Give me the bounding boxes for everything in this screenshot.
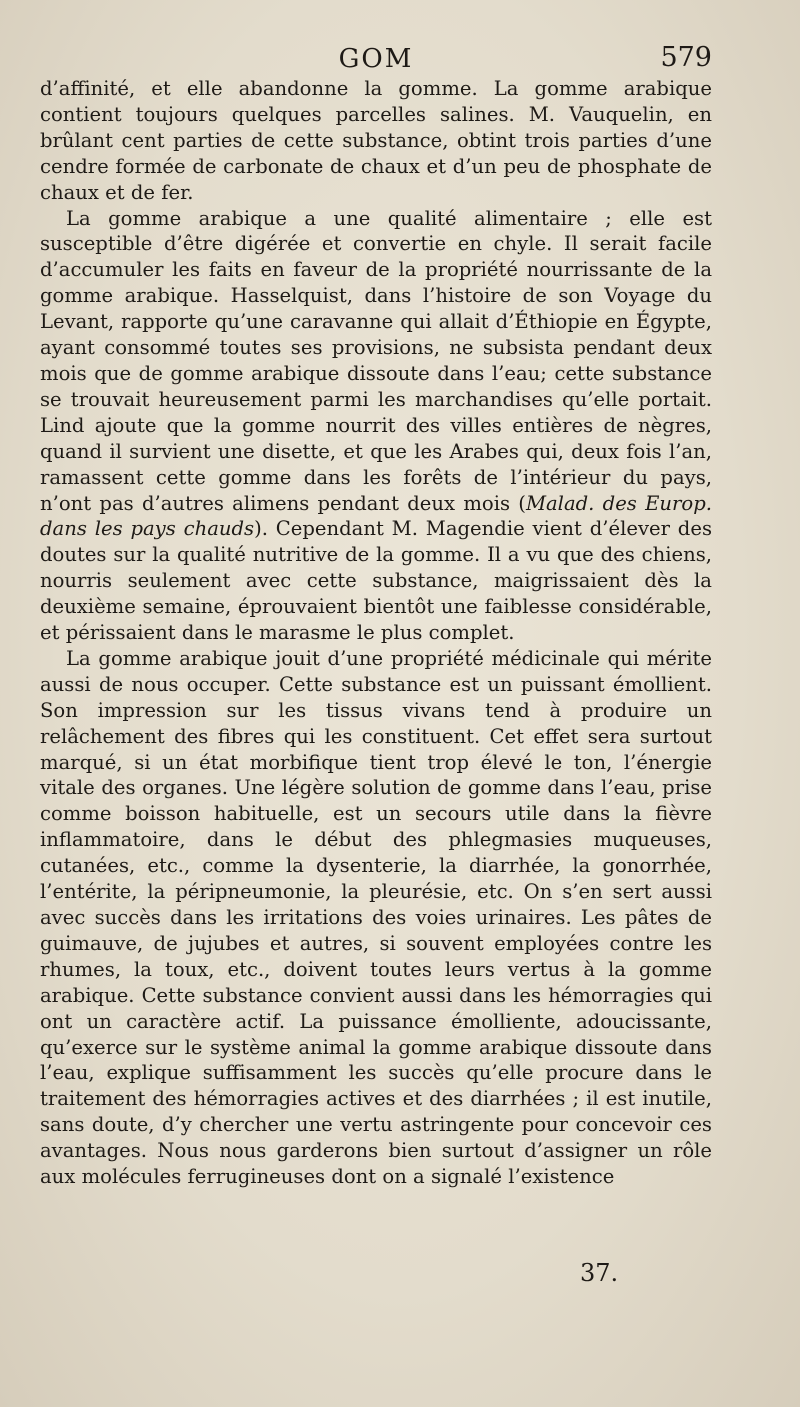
page-number: 579	[660, 42, 712, 73]
paragraph-2-text: La gomme arabique a une qualité alimentaire ; elle est susceptible d’être digérée et convertie en chyle. Il serait facile d’accumuler les faits en faveur de la propriété nourrissante de la gomme arabique. Hasselquist, dans l’histoire de son Voyage du Levant, rapporte qu’une caravanne qui allait d’Éthiopie en Égypte, ayant consommé toutes ses provisions, ne subsista pendant deux mois que de gomme arabique dissoute dans l’eau; cette substance se trouvait heureusement parmi les marchandises qu’elle portait. Lind ajoute que la gomme nourrit des villes entières de nègres, quand il survient une disette, et que les Arabes qui, deux fois l’an, ramassent cette gomme dans les forêts de l’intérieur du pays, n’ont pas d’autres alimens pendant deux mois (	[40, 206, 712, 515]
paragraph-1: d’affinité, et elle abandonne la gomme. La gomme arabique contient toujours quelques parcelles salines. M. Vauquelin, en brûlant cent parties de cette substance, obtint trois parties d’une cendre formée de carbonate de chaux et d’un peu de phosphate de chaux et de fer.	[40, 77, 712, 204]
paragraph-3: La gomme arabique jouit d’une propriété médicinale qui mérite aussi de nous occuper. Cette substance est un puissant émollient. Son impression sur les tissus vivans tend à produire un relâchement des fibres qui les constituent. Cet effet sera surtout marqué, si un état morbifique tient trop élevé le ton, l’énergie vitale des organes. Une légère solution de gomme dans l’eau, prise comme boisson habituelle, est un secours utile dans la fièvre inflammatoire, dans le début des phlegmasies muqueuses, cutanées, etc., comme la dysenterie, la diarrhée, la gonorrhée, l’entérite, la péripneumonie, la pleurésie, etc. On s’en sert aussi avec succès dans les irritations des voies urinaires. Les pâtes de guimauve, de jujubes et autres, si souvent employées contre les rhumes, la toux, etc., doivent toutes leurs vertus à la gomme arabique. Cette substance convient aussi dans les hémorragies qui ont un caractère actif. La puissance émolliente, adoucissante, qu’exerce sur le système animal la gomme arabique dissoute dans l’eau, explique suffisamment les succès qu’elle procure dans le traitement des hémorragies actives et des diarrhées ; il est inutile, sans doute, d’y chercher une vertu astringente pour concevoir ces avantages. Nous nous garderons bien surtout d’assigner un rôle aux molécules ferrugineuses dont on a signalé l’existence	[40, 646, 712, 1189]
page-header	[40, 40, 712, 80]
paragraph-2	[40, 206, 712, 646]
citation-title: Malad. des Europ. dans les pays chauds	[40, 491, 712, 541]
body-text	[40, 76, 712, 1190]
running-head: GOM	[338, 44, 414, 74]
paragraph-2-continuation: ). Cependant M. Magendie vient d’élever des doutes sur la qualité nutritive de la gomme. Il a vu que des chiens, nourris seulement avec cette substance, maigrissaient dès la deuxième semaine, éprouvaient bientôt une faiblesse considérable, et périssaient dans le marasme le plus complet.	[40, 517, 712, 645]
signature-mark: 37.	[580, 1259, 619, 1287]
